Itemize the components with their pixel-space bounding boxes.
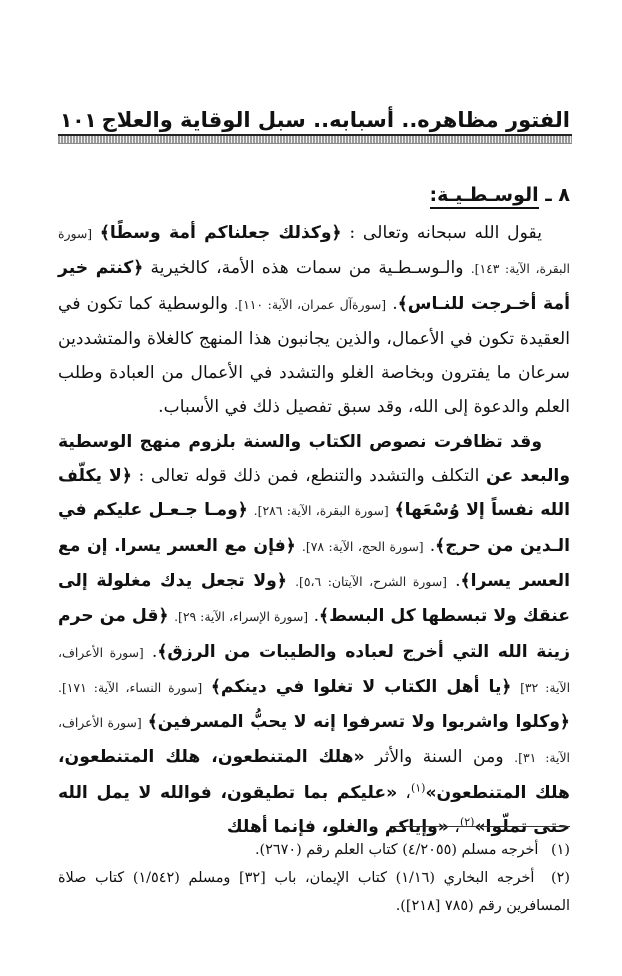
text-segment: يقول الله سبحانه وتعالى : bbox=[349, 223, 543, 243]
header-divider bbox=[58, 134, 572, 144]
quran-verse: ﴿ومـا جـعـل عليكم في الـدين من حرج﴾ bbox=[58, 500, 571, 556]
verse-citation: [سورة البقرة، الآية: ١٤٣]. bbox=[58, 226, 571, 277]
text-segment: . bbox=[151, 641, 158, 662]
footnote-ref[interactable]: (١) bbox=[410, 781, 426, 795]
hadith-quote: «عليكم بما تطيقون، فوالله لا يمل الله حتى تملّوا» bbox=[58, 782, 570, 838]
quran-verse: ﴿ولا تجعل يدك مغلولة إلى عنقك ولا تبسطها كل البسط﴾ bbox=[58, 570, 571, 627]
hadith-quote: «هلك المتنطعون، هلك المتنطعون، هلك المتنطعون» bbox=[58, 747, 570, 803]
hadith-quote: «وإياكم والغلو، فإنما أهلك bbox=[226, 817, 449, 838]
highlighted-text: وقد تظافرت نصوص الكتاب والسنة بلزوم منهج الوسطية والبعد عن bbox=[58, 431, 571, 487]
paragraph-evidence bbox=[58, 425, 570, 845]
footnote-number: (٢) bbox=[551, 870, 571, 886]
text-segment: والوسطية كما تكون في العقيدة تكون في الأعمال، والذين يجانبون هذا المنهج كالغلاة والمتشددين سرعان ما يفترون وبخاصة الغلو والتشدد في الأعمال من العبادة وطلب العلم والدعوة إلى الله، وقد سبق تفصيل ذلك في الأسباب. bbox=[58, 293, 570, 418]
text-segment: ، bbox=[405, 782, 411, 803]
text-segment: . bbox=[392, 293, 398, 314]
footnote-ref[interactable]: (٢) bbox=[459, 815, 475, 829]
verse-citation: [سورة الشرح، الآيتان: ٥،٦]. bbox=[295, 573, 447, 589]
page-number: ١٠١ bbox=[60, 108, 97, 132]
footnotes bbox=[58, 836, 570, 920]
text-segment: والـوسـطـية من سمات هذه الأمة، كالخيرية bbox=[150, 258, 464, 279]
quran-verse: ﴿قل من حرم زينة الله التي أخرج لعباده والطيبات من الرزق﴾ bbox=[58, 606, 571, 662]
text-segment: . bbox=[455, 570, 461, 591]
quran-verse: ﴿يا أهل الكتاب لا تغلوا في دينكم﴾ bbox=[210, 676, 512, 697]
footnote-item bbox=[58, 836, 570, 864]
quran-verse: ﴿فإن مع العسر يسرا. إن مع العسر يسرا﴾ bbox=[58, 535, 571, 591]
verse-citation: [سورةآل عمران، الآية: ١١٠]. bbox=[234, 296, 387, 312]
section-number: ٨ ـ bbox=[545, 184, 570, 206]
text-segment: . bbox=[429, 535, 436, 556]
verse-citation: [سورة الأعراف، الآية: ٣٢] bbox=[58, 644, 571, 695]
section-heading bbox=[58, 178, 570, 212]
footnote-divider bbox=[390, 826, 570, 827]
footnote-number: (١) bbox=[551, 842, 570, 858]
text-segment: . bbox=[313, 606, 320, 627]
text-segment: التكلف والتشدد والتنطع، فمن ذلك قوله تعالى : bbox=[138, 466, 480, 487]
footnote-text: أخرجه مسلم (٤/٢٠٥٥) كتاب العلم رقم (٢٦٧٠). bbox=[254, 842, 539, 858]
main-text bbox=[58, 178, 570, 844]
footnote-item bbox=[58, 864, 570, 920]
section-title: الوسـطـيـة: bbox=[430, 184, 539, 209]
verse-citation: [سورة الحج، الآية: ٧٨]. bbox=[301, 538, 424, 554]
quran-verse: ﴿كنتم خير أمة أخـرجت للنـاس﴾ bbox=[58, 258, 570, 314]
footnote-text: أخرجه البخاري (١/١٦) كتاب الإيمان، باب [٣٢] ومسلم (١/٥٤٢) كتاب صلاة المسافرين رقم (٧٨٥ [٢١٨]). bbox=[58, 870, 570, 914]
paragraph-wasatiyya bbox=[58, 216, 570, 425]
verse-citation: [سورة الأعراف، الآية: ٣١]. bbox=[58, 715, 570, 766]
quran-verse: ﴿لا يكلّف الله نفساً إلا وُسْعَها﴾ bbox=[58, 466, 570, 521]
verse-citation: [سورة الإسراء، الآية: ٢٩]. bbox=[174, 609, 309, 625]
verse-citation: [سورة البقرة، الآية: ٢٨٦]. bbox=[253, 503, 389, 519]
quran-verse: ﴿وكذلك جعلناكم أمة وسطًا﴾ bbox=[99, 223, 342, 243]
text-segment: ومن السنة والأثر bbox=[375, 747, 504, 768]
text-segment: ، bbox=[454, 817, 460, 838]
quran-verse: ﴿وكلوا واشربوا ولا تسرفوا إنه لا يحبُّ المسرفين﴾ bbox=[147, 712, 570, 733]
page-header bbox=[60, 96, 570, 132]
verse-citation: [سورة النساء، الآية: ١٧١]. bbox=[58, 679, 203, 695]
running-title: الفتور مظاهره.. أسبابه.. سبل الوقاية والعلاج bbox=[101, 108, 570, 132]
